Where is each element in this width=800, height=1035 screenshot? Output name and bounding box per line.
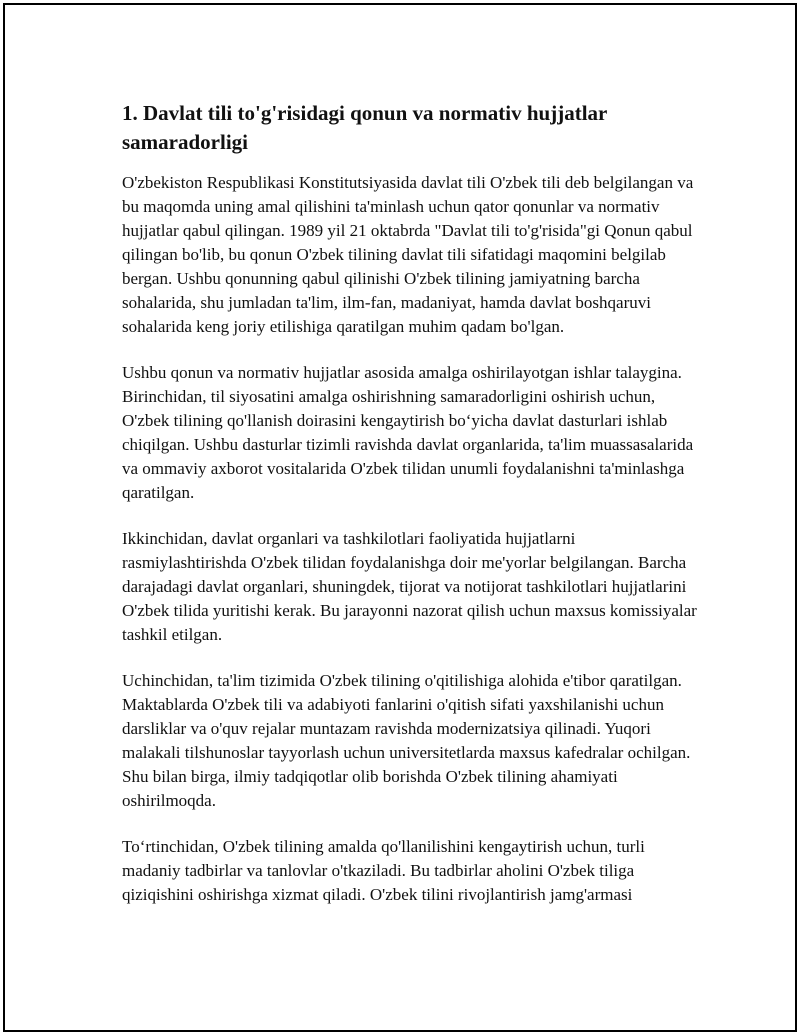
paragraph-1: O'zbekiston Respublikasi Konstitutsiyasida davlat tili O'zbek tili deb belgilangan va bu maqomda uning amal qilishini ta'minlash uchun qator qonunlar va normativ hujjatlar qabul qilingan. 1989 yil 21 oktabrda "Davlat tili to'g'risida"gi Qonun qabul qilingan bo'lib, bu qonun O'zbek tilining davlat tili sifatidagi maqomini belgilab bergan. Ushbu qonunning qabul qilinishi O'zbek tilining jamiyatning barcha sohalarida, shu jumladan ta'lim, ilm-fan, madaniyat, hamda davlat boshqaruvi sohalarida keng joriy etilishiga qaratilgan muhim qadam bo'lgan. [122,173,694,336]
paragraph-5: To‘rtinchidan, O'zbek tilining amalda qo'llanilishini kengaytirish uchun, turli madaniy tadbirlar va tanlovlar o'tkaziladi. Bu tadbirlar aholini O'zbek tiliga qiziqishini oshirishga xizmat qiladi. O'zbek tilini rivojlantirish jamg'armasi [122,837,645,904]
page-frame [3,3,797,1032]
paragraph-4: Uchinchidan, ta'lim tizimida O'zbek tilining o'qitilishiga alohida e'tibor qaratilgan. Maktablarda O'zbek tili va adabiyoti fanlarini o'qitish sifati yaxshilanishi uchun darsliklar va o'quv rejalar muntazam ravishda modernizatsiya qilinadi. Yuqori malakali tilshunoslar tayyorlash uchun universitetlarda maxsus kafedralar ochilgan. Shu bilan birga, ilmiy tadqiqotlar olib borishda O'zbek tilining ahamiyati oshirilmoqda. [122,671,691,810]
section-title: 1. Davlat tili to'g'risidagi qonun va normativ hujjatlar samaradorligi [122,101,607,154]
paragraph-2: Ushbu qonun va normativ hujjatlar asosida amalga oshirilayotgan ishlar talaygina. Birinchidan, til siyosatini amalga oshirishning samaradorligini oshirish uchun, O'zbek tilining qo'llanish doirasini kengaytirish bo‘yicha davlat dasturlari ishlab chiqilgan. Ushbu dasturlar tizimli ravishda davlat organlarida, ta'lim muassasalarida va ommaviy axborot vositalarida O'zbek tilidan unumli foydalanishni ta'minlashga qaratilgan. [122,363,694,502]
paragraph-3: Ikkinchidan, davlat organlari va tashkilotlari faoliyatida hujjatlarni rasmiylashtirishda O'zbek tilidan foydalanishga doir me'yorlar belgilangan. Barcha darajadagi davlat organlari, shuningdek, tijorat va notijorat tashkilotlari hujjatlarini O'zbek tilida yuritishi kerak. Bu jarayonni nazorat qilish uchun maxsus komissiyalar tashkil etilgan. [122,529,697,644]
document-body [122,99,702,929]
